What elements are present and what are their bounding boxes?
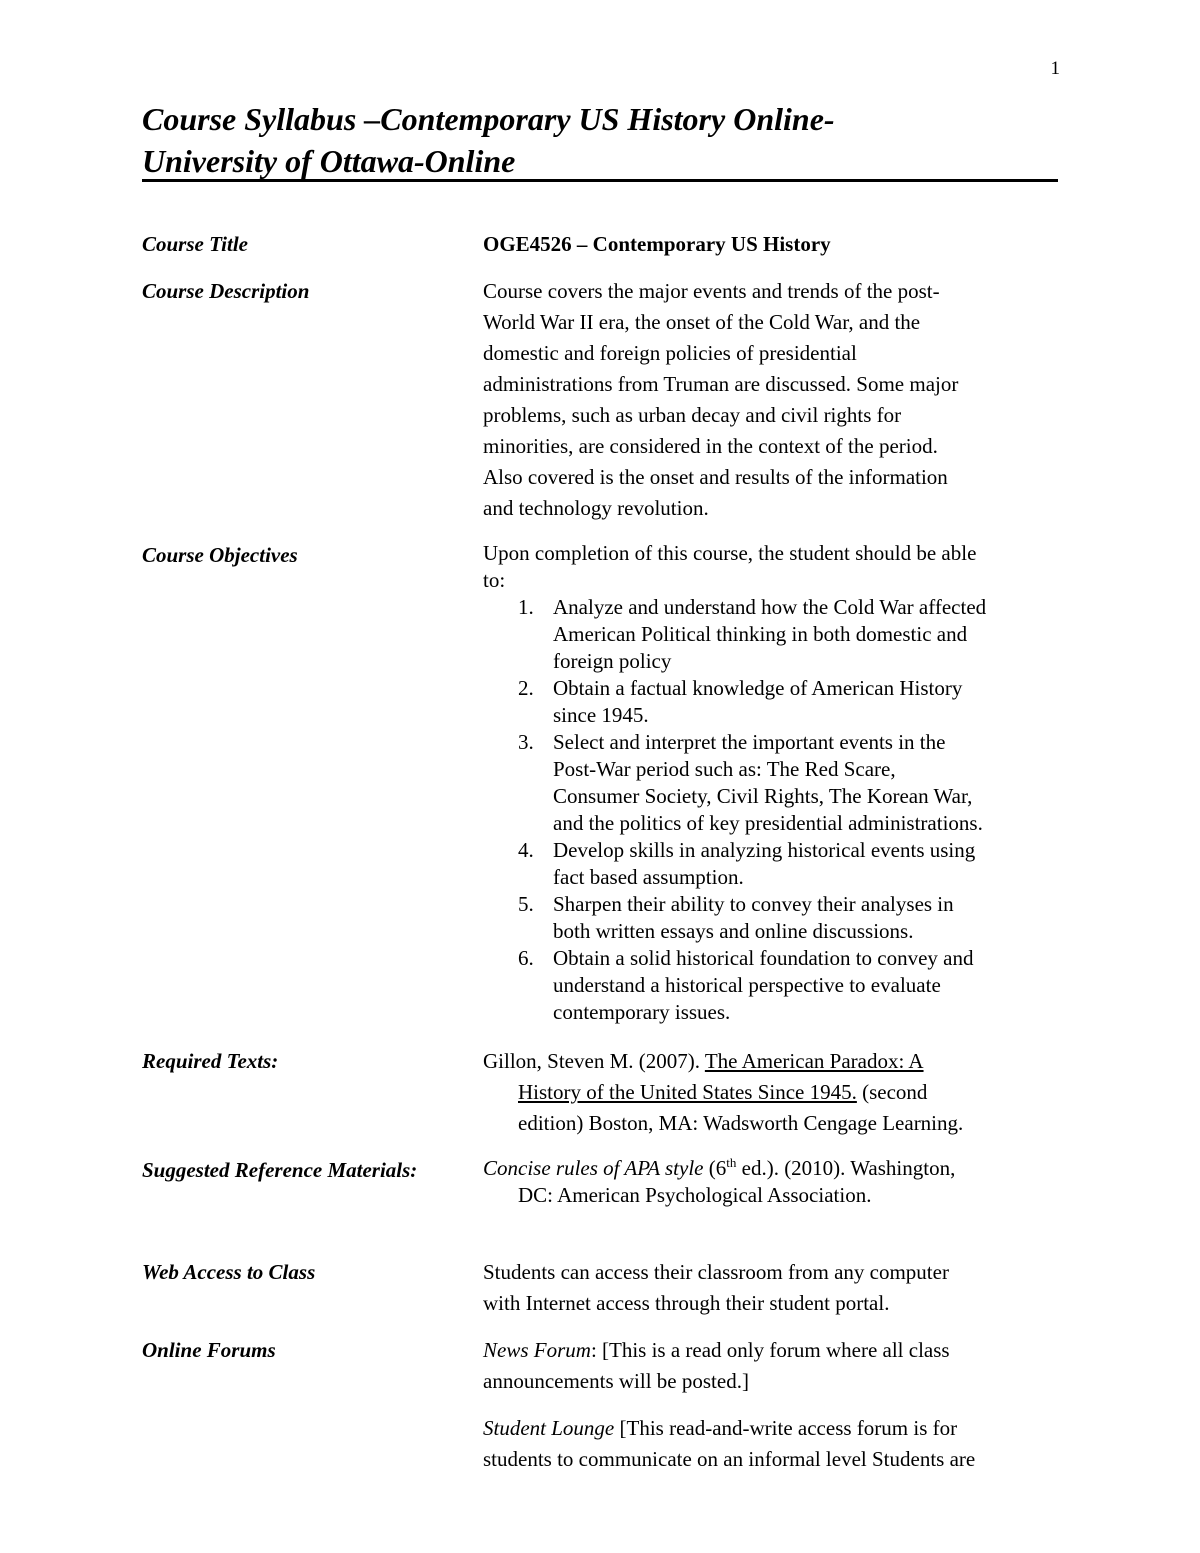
citation-book-title: The American Paradox: A	[704, 1049, 924, 1073]
student-lounge-desc: [This read-and-write access forum is for	[614, 1416, 958, 1440]
description-line: domestic and foreign policies of presidential	[483, 341, 857, 365]
web-access-line: with Internet access through their student portal.	[483, 1291, 890, 1315]
objective-number: 4.	[518, 838, 534, 862]
description-line: administrations from Truman are discussed. Some major	[483, 372, 959, 396]
reference-line-1	[483, 1155, 1053, 1182]
objective-line: Sharpen their ability to convey their analyses in	[553, 892, 954, 916]
objective-line: Obtain a solid historical foundation to convey and	[553, 946, 974, 970]
web-access-text	[483, 1257, 1053, 1319]
citation-edition: (second	[856, 1080, 928, 1104]
description-line: minorities, are considered in the context of the period.	[483, 434, 938, 458]
objective-line: Develop skills in analyzing historical events using	[553, 838, 976, 862]
objective-line: fact based assumption.	[553, 865, 744, 889]
news-forum-line-1	[483, 1335, 1053, 1366]
objective-number: 2.	[518, 676, 534, 700]
title-line-2: University of Ottawa-Online	[142, 143, 516, 179]
citation-line-3: edition) Boston, MA: Wadsworth Cengage Learning.	[518, 1111, 964, 1135]
reference-date-place: ed.). (2010). Washington,	[736, 1156, 956, 1180]
reference-materials-label: Suggested Reference Materials:	[142, 1158, 418, 1182]
description-line: problems, such as urban decay and civil rights for	[483, 403, 902, 427]
objective-line: foreign policy	[553, 649, 672, 673]
lounge-line-2: students to communicate on an informal level Students are	[483, 1447, 976, 1471]
description-line: Also covered is the onset and results of the information	[483, 465, 948, 489]
objective-line: Select and interpret the important events in the	[553, 730, 946, 754]
objective-line: since 1945.	[553, 703, 649, 727]
objective-item	[483, 729, 1053, 837]
course-description-text	[483, 276, 1053, 524]
citation-book-title-cont: History of the United States Since 1945.	[518, 1080, 857, 1104]
reference-edition: (6	[703, 1156, 727, 1180]
objective-number: 3.	[518, 730, 534, 754]
lounge-line-1	[483, 1413, 1053, 1444]
news-forum-line-2: announcements will be posted.]	[483, 1369, 749, 1393]
objective-number: 6.	[518, 946, 534, 970]
online-forums-label: Online Forums	[142, 1338, 276, 1362]
title-underline-rule	[142, 179, 1058, 182]
objective-line: Analyze and understand how the Cold War affected	[553, 595, 987, 619]
objectives-list	[483, 594, 1053, 1026]
online-forums-body	[483, 1335, 1053, 1475]
student-lounge-name: Student Lounge	[483, 1416, 615, 1440]
reference-line-2: DC: American Psychological Association.	[518, 1183, 872, 1207]
title-line-1: Course Syllabus –Contemporary US History Online-	[142, 101, 835, 137]
objective-item	[483, 594, 1053, 675]
objective-item	[483, 891, 1053, 945]
objectives-intro-line: Upon completion of this course, the student should be able	[483, 541, 977, 565]
news-forum-name: News Forum	[483, 1338, 591, 1362]
objective-line: understand a historical perspective to evaluate	[553, 973, 941, 997]
objective-line: Obtain a factual knowledge of American History	[553, 676, 963, 700]
description-line: Course covers the major events and trends of the post-	[483, 279, 940, 303]
course-title-label: Course Title	[142, 232, 248, 256]
objectives-intro-line: to:	[483, 568, 506, 592]
objective-line: Consumer Society, Civil Rights, The Korean War,	[553, 784, 973, 808]
document-title	[142, 98, 1062, 182]
objective-number: 1.	[518, 595, 534, 619]
objective-number: 5.	[518, 892, 534, 916]
description-line: and technology revolution.	[483, 496, 709, 520]
objective-line: Post-War period such as: The Red Scare,	[553, 757, 896, 781]
objective-item	[483, 675, 1053, 729]
required-texts-citation	[483, 1046, 1053, 1139]
course-objectives-body	[483, 540, 1053, 1026]
web-access-line: Students can access their classroom from any computer	[483, 1260, 949, 1284]
reference-materials-citation	[483, 1155, 1053, 1209]
objective-line: contemporary issues.	[553, 1000, 731, 1024]
course-description-label: Course Description	[142, 279, 310, 303]
web-access-label: Web Access to Class	[142, 1260, 316, 1284]
objective-line: and the politics of key presidential administrations.	[553, 811, 983, 835]
reference-title: Concise rules of APA style	[483, 1156, 704, 1180]
news-forum-desc: : [This is a read only forum where all class	[590, 1338, 950, 1362]
course-objectives-label: Course Objectives	[142, 543, 298, 567]
course-title-value: OGE4526 – Contemporary US History	[483, 232, 831, 256]
objective-line: both written essays and online discussions.	[553, 919, 914, 943]
page-number: 1	[1050, 58, 1060, 79]
objective-item	[483, 945, 1053, 1026]
required-texts-label: Required Texts:	[142, 1049, 279, 1073]
objective-line: American Political thinking in both domestic and	[553, 622, 968, 646]
reference-edition-sup: th	[726, 1155, 737, 1170]
objective-item	[483, 837, 1053, 891]
citation-line-2	[483, 1077, 1053, 1108]
citation-author-date: Gillon, Steven M. (2007).	[483, 1049, 705, 1073]
citation-paragraph	[483, 1046, 1053, 1077]
description-line: World War II era, the onset of the Cold War, and the	[483, 310, 921, 334]
